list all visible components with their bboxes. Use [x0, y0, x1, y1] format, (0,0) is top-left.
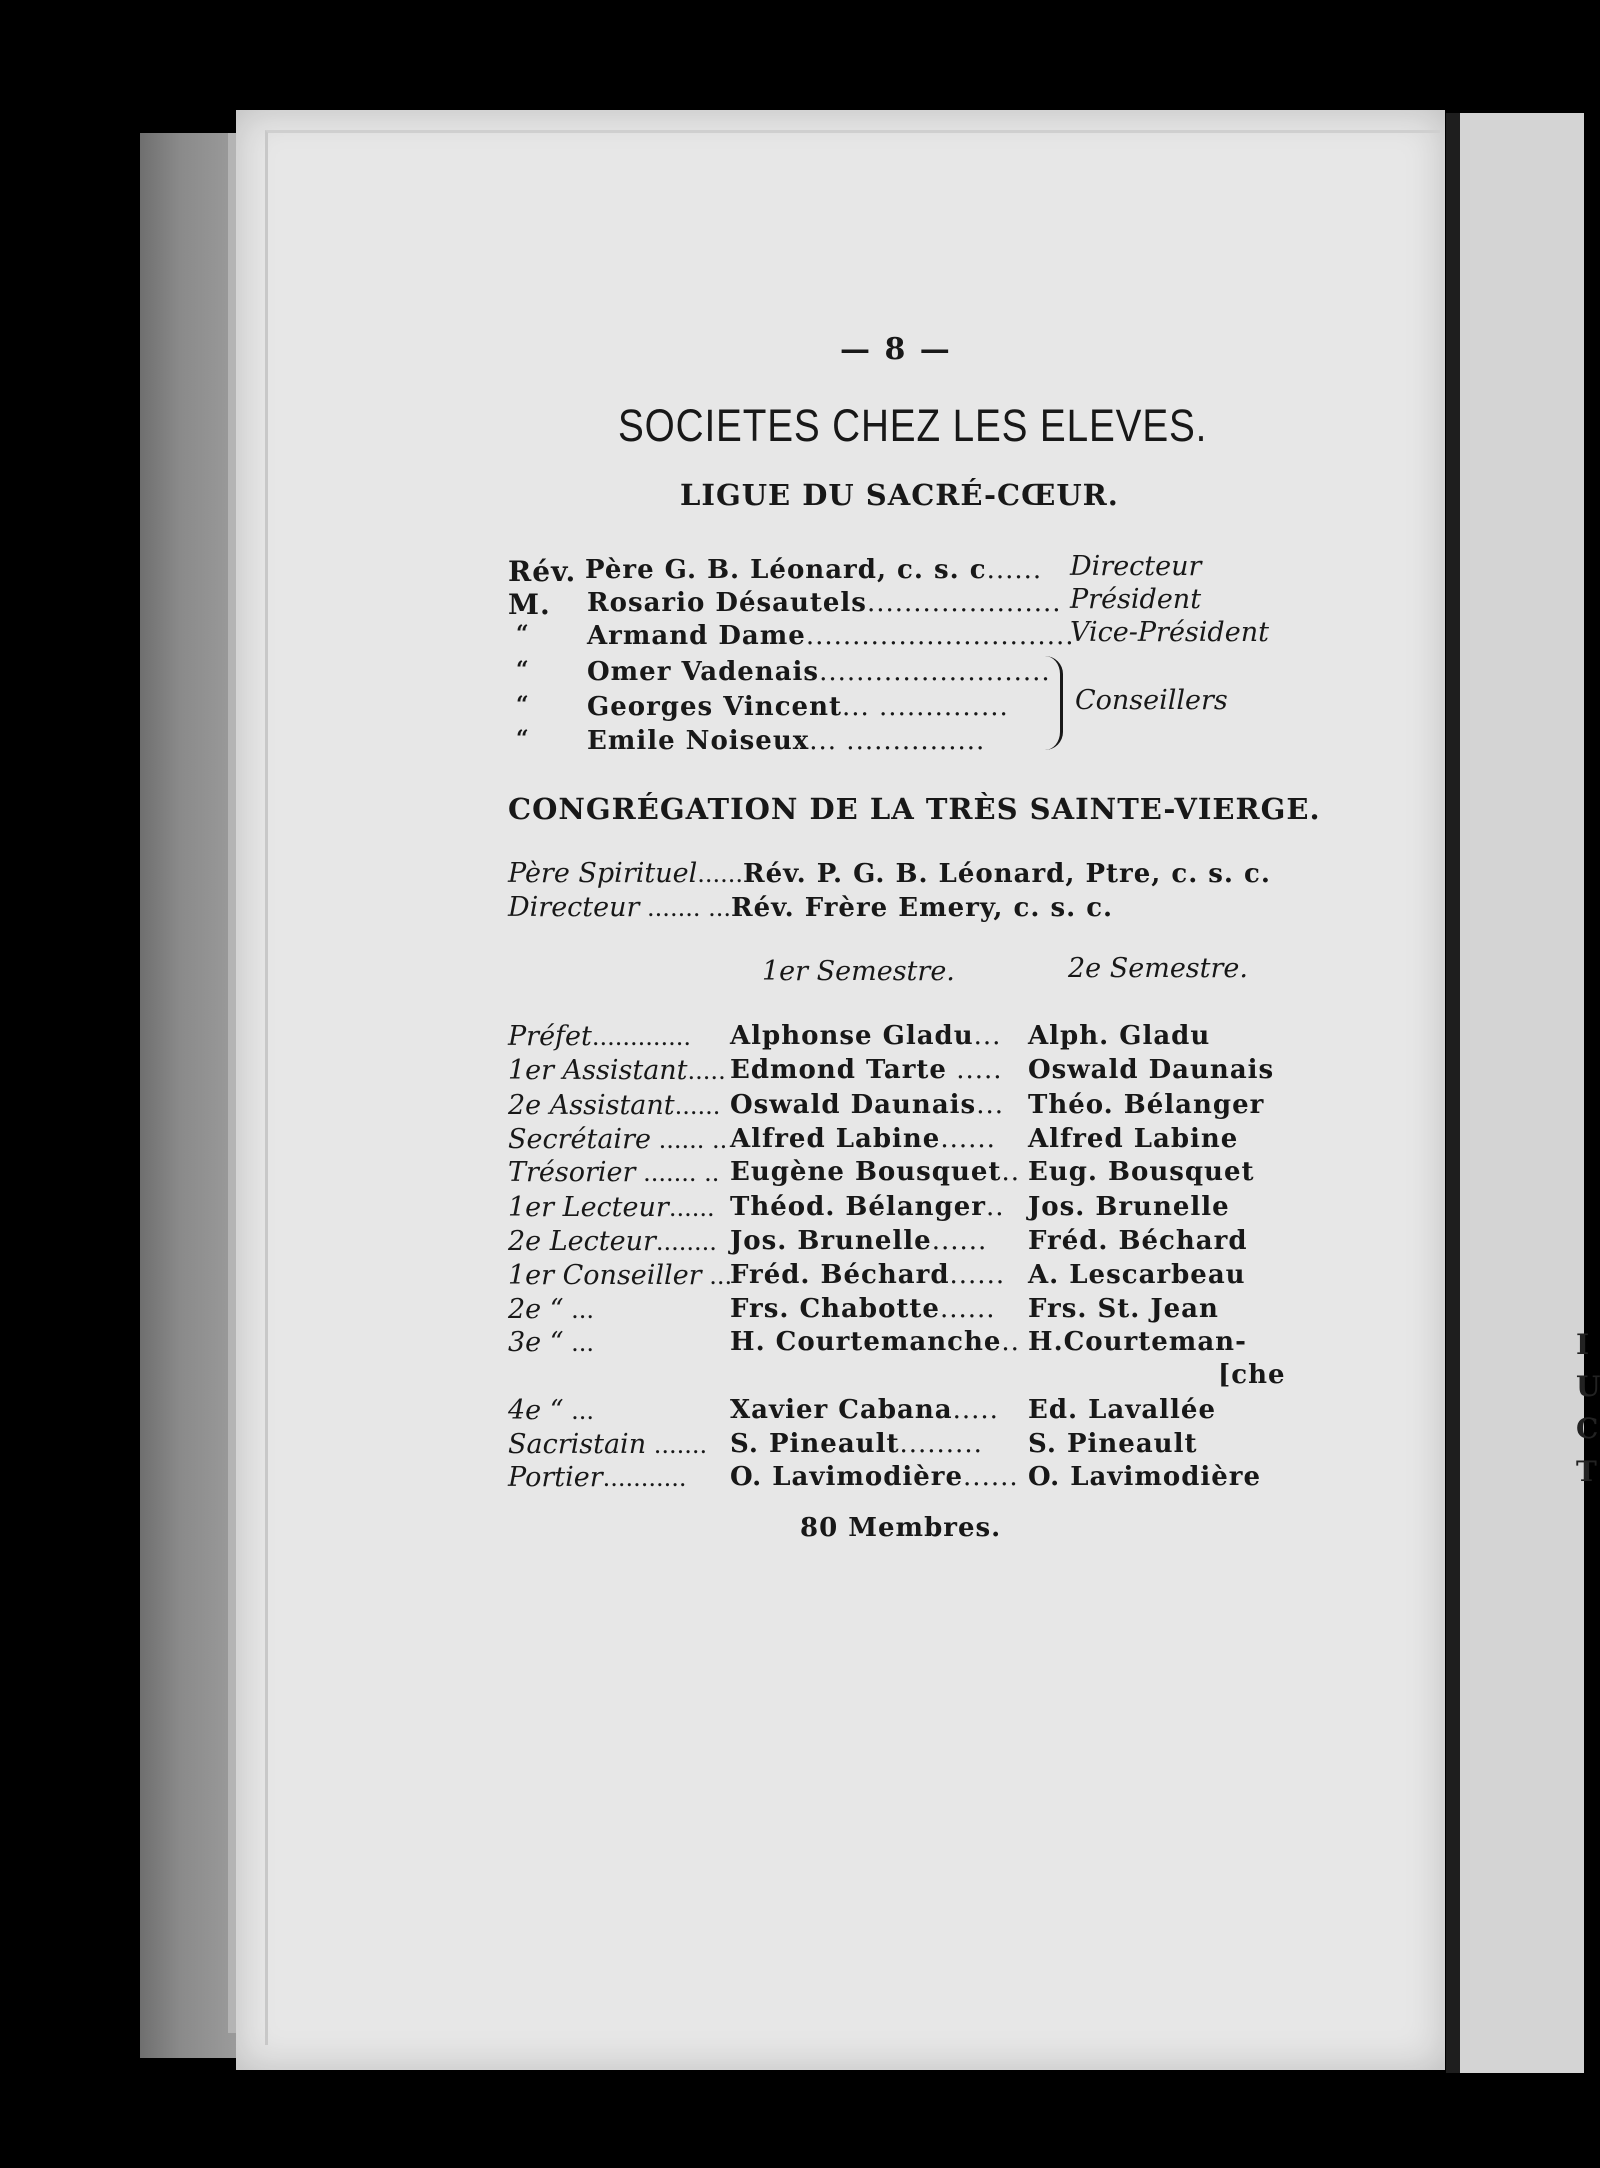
- roster-semester-1: [730, 1294, 996, 1324]
- facing-page-letter: C: [1576, 1412, 1599, 1445]
- leader-dots: ...: [563, 1329, 595, 1357]
- conseillers-brace: [1040, 656, 1063, 750]
- officer-role: Père Spirituel: [508, 858, 698, 889]
- officer-name: Rév. P. G. B. Léonard, Ptre, c. s. c.: [743, 859, 1271, 889]
- ligue-member-name: [587, 621, 1075, 651]
- roster-semester-1: [730, 1462, 1019, 1492]
- roster-role: 3e “: [508, 1327, 564, 1358]
- ligue-prefix: “: [516, 726, 530, 752]
- roster-role: 1er Assistant: [508, 1055, 688, 1086]
- semester-1-name: Oswald Daunais: [730, 1090, 977, 1120]
- semester-2-name: [che: [1218, 1360, 1286, 1390]
- leader-dots: ......: [986, 555, 1043, 585]
- roster-semester-1: [730, 1090, 1004, 1120]
- separator-dots: ...: [976, 1090, 1004, 1120]
- roster-role-cell: [508, 1395, 594, 1426]
- separator-dots: .........: [899, 1429, 983, 1459]
- facing-page-edge: [1460, 113, 1600, 2073]
- semester-2-name: Oswald Daunais: [1028, 1055, 1275, 1085]
- semester-1-name: Jos. Brunelle: [730, 1226, 932, 1256]
- leader-dots: .........................: [819, 657, 1051, 687]
- semester-2-name: Fréd. Béchard: [1028, 1226, 1248, 1256]
- leader-dots: ...... ..: [650, 1126, 728, 1154]
- congregation-heading: CONGRÉGATION DE LA TRÈS SAINTE-VIERGE.: [508, 792, 1321, 826]
- leader-dots: ......: [674, 1092, 721, 1120]
- semester-2-name: Théo. Bélanger: [1028, 1090, 1265, 1120]
- roster-role-cell: [508, 1429, 707, 1460]
- ligue-member-name: [585, 555, 1042, 585]
- leader-dots: ... ..............: [841, 692, 1009, 722]
- separator-dots: .....: [946, 1055, 1003, 1085]
- roster-semester-1: [730, 1157, 1020, 1187]
- member-name: Emile Noiseux: [587, 726, 810, 756]
- semester-1-name: Alfred Labine: [730, 1124, 941, 1154]
- roster-semester-1: [730, 1192, 1005, 1222]
- leader-dots: .....: [687, 1057, 726, 1085]
- page-number: — 8 —: [840, 332, 952, 367]
- roster-role-cell: [508, 1294, 594, 1325]
- roster-role-cell: [508, 1192, 715, 1223]
- leader-dots: ......: [668, 1194, 715, 1222]
- separator-dots: ..: [985, 1192, 1005, 1222]
- leader-dots: .............: [591, 1023, 692, 1051]
- roster-role: 2e Lecteur: [508, 1226, 656, 1257]
- leader-dots: ...........: [602, 1464, 687, 1492]
- member-name: Rosario Désautels: [587, 588, 867, 618]
- roster-role-cell: [508, 1327, 594, 1358]
- roster-role: 2e “: [508, 1294, 564, 1325]
- leader-dots: ........: [655, 1228, 717, 1256]
- members-count: 80 Membres.: [800, 1513, 1002, 1543]
- semester-2-name: Ed. Lavallée: [1028, 1395, 1217, 1425]
- conseillers-role: Conseillers: [1075, 685, 1228, 716]
- semester-2-name: H.Courteman-: [1028, 1327, 1247, 1357]
- ligue-prefix: M.: [508, 588, 551, 621]
- ligue-role: Directeur: [1070, 551, 1202, 582]
- semester-2-name: Eug. Bousquet: [1028, 1157, 1255, 1187]
- leader-dots: ... ...............: [809, 726, 986, 756]
- member-name: Père G. B. Léonard, c. s. c: [585, 555, 987, 585]
- ligue-role: Vice-Président: [1070, 617, 1269, 648]
- roster-role: Portier: [508, 1462, 603, 1493]
- semester-2-name: S. Pineault: [1028, 1429, 1198, 1459]
- roster-role-cell: [508, 1462, 687, 1493]
- semester-2-name: Alph. Gladu: [1028, 1021, 1211, 1051]
- leader-dots: .............................: [805, 621, 1075, 651]
- roster-role-cell: [508, 1090, 720, 1121]
- semester-2-name: A. Lescarbeau: [1028, 1260, 1246, 1290]
- semester-2-name: Alfred Labine: [1028, 1124, 1239, 1154]
- separator-dots: ......: [939, 1294, 996, 1324]
- ligue-role: Président: [1070, 584, 1202, 615]
- semester-1-name: Théod. Bélanger: [730, 1192, 986, 1222]
- roster-role: Sacristain: [508, 1429, 647, 1460]
- facing-page-letter: U: [1576, 1370, 1600, 1403]
- semester-1-name: Fréd. Béchard: [730, 1260, 950, 1290]
- leader-dots: ...: [563, 1296, 595, 1324]
- semester-1-name: H. Courtemanche: [730, 1327, 1002, 1357]
- member-name: Armand Dame: [587, 621, 806, 651]
- leader-dots: .....................: [866, 588, 1062, 618]
- leader-dots: ...: [701, 1262, 733, 1290]
- roster-role: 1er Conseiller: [508, 1260, 702, 1291]
- semester-1-name: Alphonse Gladu: [730, 1021, 974, 1051]
- semester-1-name: S. Pineault: [730, 1429, 900, 1459]
- leader-dots: .......: [646, 1431, 708, 1459]
- roster-semester-1: [730, 1226, 987, 1256]
- separator-dots: ......: [940, 1124, 996, 1154]
- leader-dots: ....... ..: [635, 1159, 720, 1187]
- semester-1-header: 1er Semestre.: [762, 956, 955, 987]
- roster-role-cell: [508, 1021, 691, 1052]
- ligue-member-name: [587, 692, 1009, 722]
- ligue-prefix: “: [516, 657, 530, 683]
- roster-semester-1: [730, 1260, 1005, 1290]
- member-name: Omer Vadenais: [587, 657, 820, 687]
- roster-role-cell: [508, 1226, 717, 1257]
- separator-dots: ..: [1001, 1327, 1020, 1357]
- roster-role: Préfet: [508, 1021, 592, 1052]
- separator-dots: ...: [973, 1021, 1002, 1051]
- roster-role-cell: [508, 1124, 727, 1155]
- semester-2-name: O. Lavimodière: [1028, 1462, 1262, 1492]
- officer-role: Directeur: [508, 892, 640, 923]
- separator-dots: ......: [949, 1260, 1006, 1290]
- book-binding-gutter: [1446, 113, 1460, 2073]
- leader-dots: ....... ...: [639, 894, 731, 922]
- facing-page-letter: T: [1576, 1455, 1597, 1488]
- roster-role: 1er Lecteur: [508, 1192, 669, 1223]
- ligue-prefix: “: [516, 692, 530, 718]
- roster-role: Secrétaire: [508, 1124, 651, 1155]
- roster-role-cell: [508, 1055, 726, 1086]
- officer-name: Rév. Frère Emery, c. s. c.: [730, 893, 1114, 923]
- ligue-member-name: [587, 588, 1062, 618]
- roster-role: 4e “: [508, 1395, 564, 1426]
- separator-dots: .....: [952, 1395, 999, 1425]
- roster-semester-1: [730, 1124, 996, 1154]
- underlying-sheet-edge: [140, 133, 240, 2058]
- ligue-member-name: [587, 726, 985, 756]
- semester-1-name: Edmond Tarte: [730, 1055, 947, 1085]
- ligue-prefix: Rév.: [508, 555, 577, 588]
- facing-page-letter: I: [1576, 1328, 1590, 1361]
- member-name: Georges Vincent: [587, 692, 842, 722]
- semester-2-name: Frs. St. Jean: [1028, 1294, 1219, 1324]
- roster-semester-1: [730, 1429, 983, 1459]
- semester-1-name: Frs. Chabotte: [730, 1294, 940, 1324]
- roster-role: 2e Assistant: [508, 1090, 675, 1121]
- semester-1-name: Xavier Cabana: [730, 1395, 953, 1425]
- leader-dots: ......: [697, 860, 743, 888]
- separator-dots: ......: [931, 1226, 988, 1256]
- officer-line: [508, 858, 1271, 889]
- semester-1-name: Eugène Bousquet: [730, 1157, 1002, 1187]
- semester-1-name: O. Lavimodière: [730, 1462, 964, 1492]
- ligue-prefix: “: [516, 621, 530, 647]
- semester-2-name: Jos. Brunelle: [1028, 1192, 1230, 1222]
- roster-role: Trésorier: [508, 1157, 636, 1188]
- roster-semester-1: [730, 1327, 1020, 1357]
- roster-role-cell: [508, 1260, 732, 1291]
- roster-semester-1: [730, 1395, 999, 1425]
- semester-2-header: 2e Semestre.: [1068, 953, 1248, 984]
- separator-dots: ..: [1001, 1157, 1020, 1187]
- roster-role-cell: [508, 1157, 719, 1188]
- separator-dots: ......: [963, 1462, 1019, 1492]
- ligue-heading: LIGUE DU SACRÉ-CŒUR.: [680, 478, 1119, 512]
- roster-semester-1: [730, 1055, 1003, 1085]
- leader-dots: ...: [563, 1397, 595, 1425]
- ligue-member-name: [587, 657, 1051, 687]
- officer-line: [508, 892, 1113, 923]
- page-title: SOCIETES CHEZ LES ELEVES.: [618, 400, 1208, 451]
- roster-semester-1: [730, 1021, 1001, 1051]
